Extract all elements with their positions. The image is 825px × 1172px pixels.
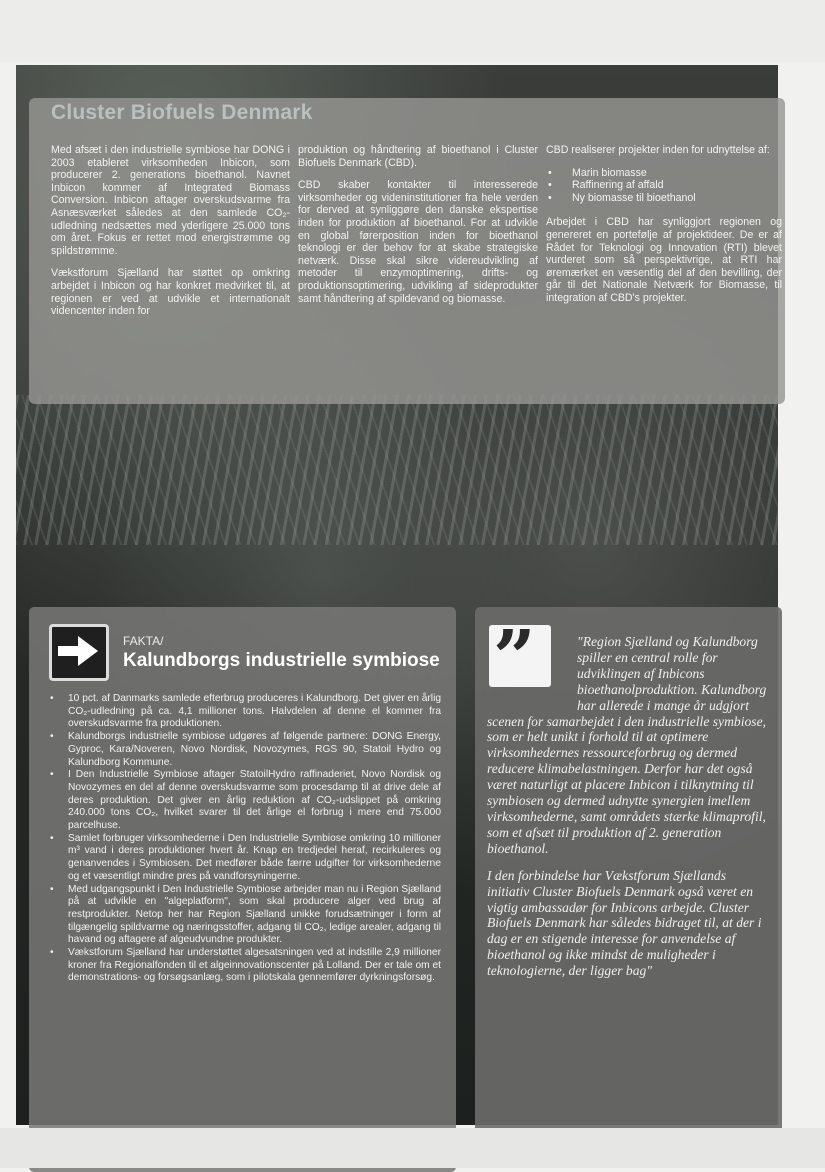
list-item: • Vækstforum Sjælland har understøttet algesatsningen ved at indstille 2,9 millioner kroner fra Regionalfonden til et algeinnovationscenter på Lolland. Der er tale om et demonstrations- og forsøgsanlæg, som i pilotskala gennemfører dyrkningsforsøg.	[49, 947, 441, 985]
quote-paragraph: "Region Sjælland og Kalundborg spiller en central rolle for udviklingen af Inbicons bioethanolproduktion. Kalundborg har allerede i mange år udgjort scenen for samarbejdet i den industrielle symbiose, som er helt unikt i forhold til at optimere virksomhedernes ressourceforbrug og dermed reducere klimabelastningen. Derfor har det også været naturligt at placere Inbicon i tilknytning til symbiosen og dermed udnytte synergien imellem virksomhederne, samt områdets stærke klimaprofil, som et afsæt til produktion af 2. generation bioethanol.	[487, 634, 767, 856]
scan-margin-top	[0, 0, 825, 62]
fakta-title: Kalundborgs industrielle symbiose	[123, 650, 440, 671]
fakta-box	[29, 607, 456, 1172]
article-paragraph: produktion og håndtering af bioethanol i Cluster Biofuels Denmark (CBD).	[298, 144, 538, 169]
quote-text	[487, 634, 771, 990]
list-item: • Ny biomasse til bioethanol	[546, 192, 782, 205]
article-title: Cluster Biofuels Denmark	[51, 101, 313, 124]
magazine-page	[16, 65, 782, 1125]
scan-margin-bottom	[0, 1128, 825, 1168]
arrow-right-icon	[49, 624, 109, 681]
article-column-3	[546, 144, 782, 315]
article-paragraph: Vækstforum Sjælland har støttet op omkring arbejdet i Inbicon og har konkret medvirket til, at regionen er ved at udvikle et internationalt videncenter inden for	[51, 267, 290, 318]
list-item: • Kalundborgs industrielle symbiose udgøres af følgende partnere: DONG Energy, Gyproc, Kara/Noveren, Novo Nordisk, Novozymes, RGS 90, Statoil Hydro og Kalundborg Kommune.	[49, 731, 441, 769]
list-item: • Raffinering af affald	[546, 179, 782, 192]
list-item: • I Den Industrielle Symbiose aftager StatoilHydro raffinaderiet, Novo Nordisk og Novozymes en del af denne overskudsvarme som procesdamp til at drive dele af deres produktion. Det giver en årlig reduktion af CO₂-udslippet på omkring 240.000 tons CO₂, hvilket svarer til det årlige el forbrug i mere end 75.000 parcelhuse.	[49, 769, 441, 833]
list-item: • Samlet forbruger virksomhederne i Den Industrielle Symbiose omkring 10 millioner m³ vand i deres produktioner hvert år. Knap en tredjedel heraf, recirkuleres og genanvendes i Symbiosen. Det medfører både færre udgifter for virksomhederne og et væsentligt mindre pres på vandforsyningerne.	[49, 833, 441, 884]
article-paragraph: CBD skaber kontakter til interesserede virksomheder og videninstitutioner fra hele verden for derved at synliggøre den danske ekspertise inden for produktion af bioethanol. For at udvikle en global førerposition inden for bioethanol teknologi er der behov for at skabe strategiske netværk. Disse skal sikre videreudvikling af metoder til enzymoptimering, drifts- og produktionsoptimering, udvikling af sideprodukter samt håndtering af spildevand og biomasse.	[298, 179, 538, 305]
article-paragraph: Arbejdet i CBD har synliggjort regionen og genereret en portefølje af projektideer. De er af Rådet for Teknologi og Innovation (RTI) blevet vurderet som så perspektivrige, at RTI har øremærket en væsentlig del af den bevilling, der går til det Nationale Netværk for Biomasse, til integration af CBD's projekter.	[546, 216, 782, 304]
article-paragraph: CBD realiserer projekter inden for udnyttelse af:	[546, 144, 770, 156]
fakta-list	[49, 693, 441, 985]
list-item: • Med udgangspunkt i Den Industrielle Symbiose arbejder man nu i Region Sjælland på at udvikle en "algeplatform", som skal producere alger ved brug af restprodukter. Netop her har Region Sjælland unikke forudsætninger i form af tilgængelig spildvarme og næringsstoffer, adgang til CO₂, ledige arealer, adgang til havand og aftagere af algeudvundne produkter.	[49, 884, 441, 948]
article-column-1	[51, 144, 290, 328]
article-column-2	[298, 144, 538, 315]
list-item: • 10 pct. af Danmarks samlede efterbrug produceres i Kalundborg. Det giver en årlig CO₂-udledning på ca. 4,1 millioner tons. Halvdelen af denne el kommer fra overskudsvarme fra produktionen.	[49, 693, 441, 731]
quote-box	[475, 607, 782, 1167]
quote-mark-icon: ”	[489, 625, 551, 687]
article-panel	[29, 98, 785, 404]
background-plants	[16, 395, 778, 545]
list-item: • Marin biomasse	[546, 167, 782, 180]
fakta-label: FAKTA/	[123, 634, 164, 648]
quote-paragraph: I den forbindelse har Vækstforum Sjællands initiativ Cluster Biofuels Denmark også været en vigtig ambassadør for Inbicons arbejde. Cluster Biofuels Denmark har således bidraget til, at der i dag er en stigende interesse for anvendelse af bioethanol og ikke mindst de muligheder i teknologierne, der ligger bag"	[487, 867, 762, 979]
article-paragraph: Med afsæt i den industrielle symbiose har DONG i 2003 etableret virksomheden Inbicon, som producerer 2. generations bioethanol. Navnet Inbicon kommer af Integrated Biomass Conversion. Inbicon aftager overskudsvarme fra Asnæsværket således at den samlede CO₂-udledning nedsættes med yderligere 25.000 tons om året. Fokus er rettet mod energistrømme og spildstrømme.	[51, 144, 290, 257]
biomass-list	[546, 167, 782, 205]
